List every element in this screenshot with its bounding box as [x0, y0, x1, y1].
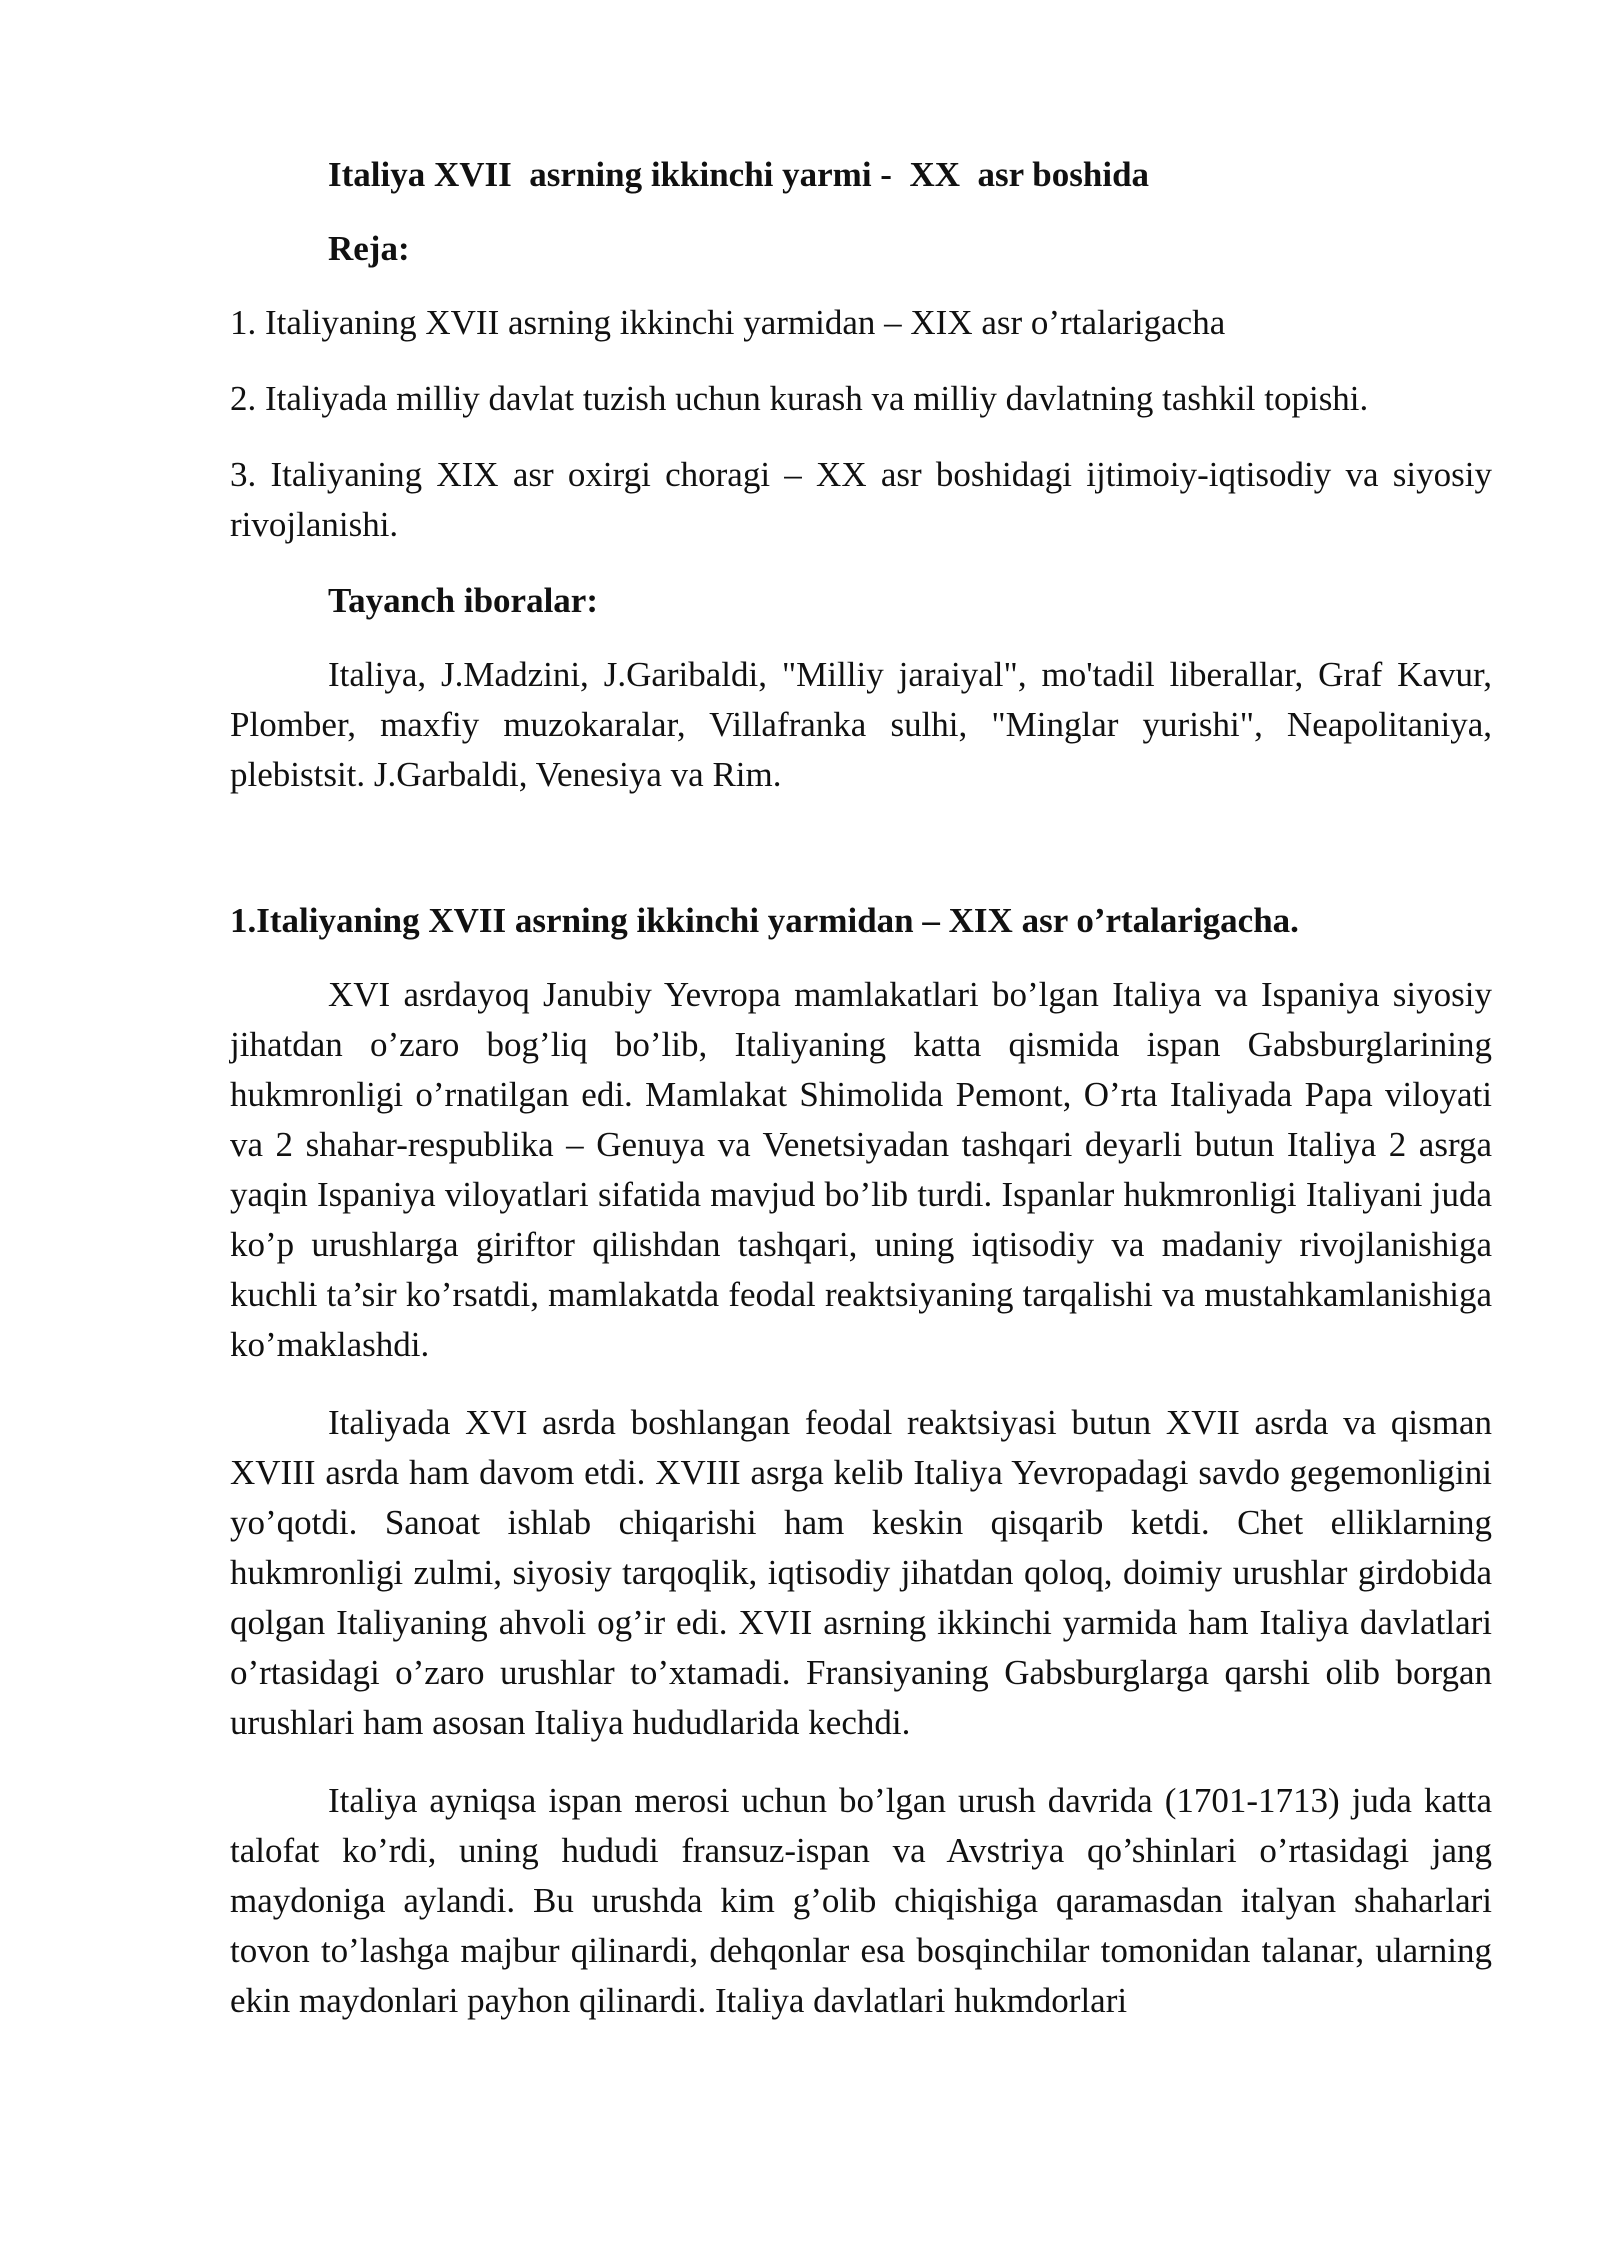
plan-item-2: 2. Italiyada milliy davlat tuzish uchun kurash va milliy davlatning tashkil topishi. [230, 379, 1369, 418]
keywords-paragraph: Italiya, J.Madzini, J.Garibaldi, "Milliy jaraiyal", mo'tadil liberallar, Graf Kavur, Plomber, maxfiy muzokaralar, Villafranka sulhi, "Minglar yurishi", Neapolitaniya, plebistsit. J.Garbaldi, Venesiya va Rim. [230, 655, 1492, 794]
document-page [230, 140, 1492, 2054]
keywords-heading: Tayanch iboralar: [328, 581, 598, 620]
plan-item-3: 3. Italiyaning XIX asr oxirgi choragi – XX asr boshidagi ijtimoiy-iqtisodiy va siyosiy rivojlanishi. [230, 455, 1492, 544]
document-title: Italiya XVII asrning ikkinchi yarmi - XX asr boshida [328, 155, 1150, 194]
plan-item-1: 1. Italiyaning XVII asrning ikkinchi yarmidan – XIX asr o’rtalarigacha [230, 303, 1226, 342]
plan-heading: Reja: [328, 229, 410, 268]
body-paragraph-3: Italiya ayniqsa ispan merosi uchun bo’lgan urush davrida (1701-1713) juda katta talofat ko’rdi, uning hududi fransuz-ispan va Avstriya qo’shinlari o’rtasidagi jang maydoniga aylandi. Bu urushda kim g’olib chiqishiga qaramasdan italyan shaharlari tovon to’lashga majbur qilinardi, dehqonlar esa bosqinchilar tomonidan talanar, ularning ekin maydonlari payhon qilinardi. Italiya davlatlari hukmdorlari [230, 1781, 1492, 2020]
body-paragraph-1: XVI asrdayoq Janubiy Yevropa mamlakatlari bo’lgan Italiya va Ispaniya siyosiy jihatdan o’zaro bog’liq bo’lib, Italiyaning katta qismida ispan Gabsburglarining hukmronligi o’rnatilgan edi. Mamlakat Shimolida Pemont, O’rta Italiyada Papa viloyati va 2 shahar-respublika – Genuya va Venetsiyadan tashqari deyarli butun Italiya 2 asrga yaqin Ispaniya viloyatlari sifatida mavjud bo’lib turdi. Ispanlar hukmronligi Italiyani juda ko’p urushlarga giriftor qilishdan tashqari, uning iqtisodiy va madaniy rivojlanishiga kuchli ta’sir ko’rsatdi, mamlakatda feodal reaktsiyaning tarqalishi va mustahkamlanishiga ko’maklashdi. [230, 975, 1492, 1364]
body-paragraph-2: Italiyada XVI asrda boshlangan feodal reaktsiyasi butun XVII asrda va qisman XVIII asrda ham davom etdi. XVIII asrga kelib Italiya Yevropadagi savdo gegemonligini yo’qotdi. Sanoat ishlab chiqarishi ham keskin qisqarib ketdi. Chet elliklarning hukmronligi zulmi, siyosiy tarqoqlik, iqtisodiy jihatdan qoloq, doimiy urushlar girdobida qolgan Italiyaning ahvoli og’ir edi. XVII asrning ikkinchi yarmida ham Italiya davlatlari o’rtasidagi o’zaro urushlar to’xtamadi. Fransiyaning Gabsburglarga qarshi olib borgan urushlari ham asosan Italiya hududlarida kechdi. [230, 1403, 1492, 1742]
section-1-heading: 1.Italiyaning XVII asrning ikkinchi yarmidan – XIX asr o’rtalarigacha. [230, 901, 1299, 940]
